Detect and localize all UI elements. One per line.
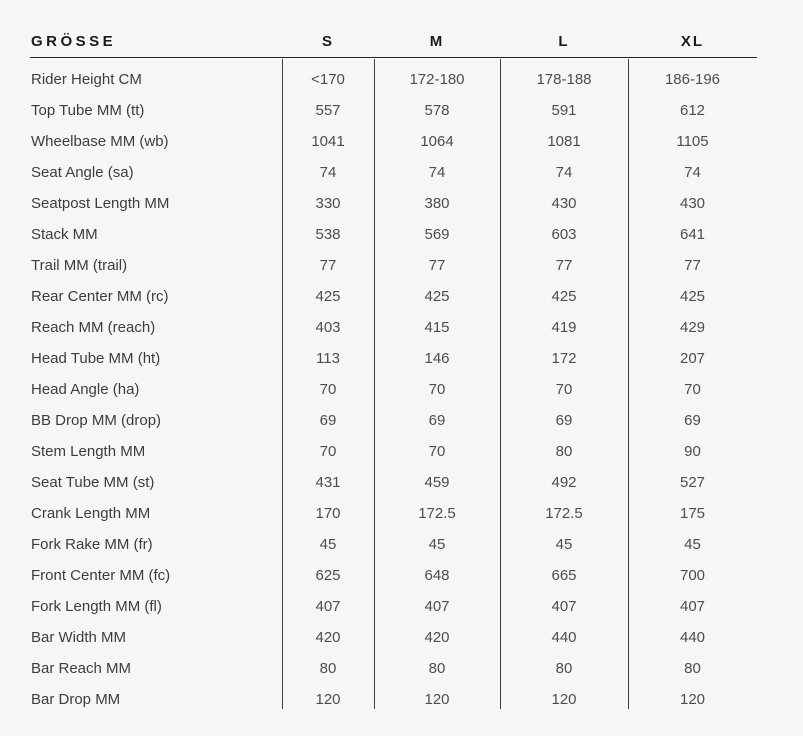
cell-m: 77 [428, 257, 446, 274]
cell-xl: 527 [679, 474, 706, 491]
cell-xl: 429 [679, 319, 706, 336]
cell-m: 459 [424, 474, 450, 491]
table-row [30, 343, 757, 374]
cell-m: 70 [428, 381, 446, 398]
table-row [30, 622, 757, 653]
row-label: Fork Rake MM (fr) [31, 536, 153, 553]
table-row [30, 281, 757, 312]
table-row [30, 374, 757, 405]
table-row [30, 498, 757, 529]
table-row [30, 157, 757, 188]
cell-s: 70 [319, 381, 337, 398]
cell-l: 80 [555, 443, 573, 460]
cell-m: 80 [428, 660, 446, 677]
cell-s: 403 [315, 319, 341, 336]
cell-m: 69 [428, 412, 446, 429]
table-row [30, 126, 757, 157]
cell-l: 603 [551, 226, 577, 243]
row-label: Rear Center MM (rc) [31, 288, 169, 305]
table-row [30, 219, 757, 250]
cell-xl: 80 [684, 660, 701, 677]
table-row [30, 529, 757, 560]
cell-s: 74 [319, 164, 337, 181]
row-label: Head Angle (ha) [31, 381, 140, 398]
cell-m: 569 [424, 226, 450, 243]
row-label: Bar Reach MM [31, 660, 132, 677]
cell-m: 120 [424, 691, 450, 708]
cell-xl: 120 [679, 691, 706, 708]
cell-xl: 77 [684, 257, 701, 274]
cell-s: 70 [319, 443, 337, 460]
cell-m: 172-180 [409, 71, 465, 88]
cell-l: 440 [551, 629, 577, 646]
cell-l: 77 [555, 257, 573, 274]
table-row [30, 436, 757, 467]
cell-l: 665 [551, 567, 577, 584]
row-label: Stem Length MM [31, 443, 146, 460]
table-row [30, 312, 757, 343]
table-row [30, 188, 757, 219]
cell-m: 45 [428, 536, 446, 553]
cell-m: 380 [424, 195, 450, 212]
row-label: Front Center MM (fc) [31, 567, 171, 584]
table-row [30, 684, 757, 715]
column-divider [282, 59, 283, 709]
cell-l: 425 [551, 288, 577, 305]
column-header-l: L [558, 32, 570, 50]
cell-s: 120 [315, 691, 341, 708]
cell-xl: 440 [679, 629, 706, 646]
cell-l: 430 [551, 195, 577, 212]
cell-l: 419 [551, 319, 577, 336]
cell-xl: 641 [679, 226, 706, 243]
row-label: BB Drop MM (drop) [31, 412, 162, 429]
row-label: Reach MM (reach) [31, 319, 156, 336]
row-label: Wheelbase MM (wb) [31, 133, 169, 150]
cell-l: 591 [551, 102, 577, 119]
cell-l: 74 [555, 164, 573, 181]
cell-xl: 186-196 [664, 71, 721, 88]
cell-l: 492 [551, 474, 577, 491]
cell-l: 178-188 [536, 71, 592, 88]
cell-l: 407 [551, 598, 577, 615]
cell-s: 170 [315, 505, 341, 522]
cell-s: 80 [319, 660, 337, 677]
table-row [30, 653, 757, 684]
cell-l: 69 [555, 412, 573, 429]
table-header-row [30, 25, 757, 58]
column-divider [628, 59, 629, 709]
cell-s: 431 [315, 474, 341, 491]
cell-s: 425 [315, 288, 341, 305]
cell-l: 45 [555, 536, 573, 553]
column-divider [374, 59, 375, 709]
cell-s: <170 [311, 71, 345, 88]
row-label: Bar Drop MM [31, 691, 121, 708]
cell-s: 113 [316, 350, 340, 367]
row-label: Fork Length MM (fl) [31, 598, 162, 615]
row-label: Bar Width MM [31, 629, 127, 646]
cell-xl: 45 [684, 536, 701, 553]
cell-xl: 430 [679, 195, 706, 212]
cell-s: 330 [315, 195, 341, 212]
cell-s: 420 [315, 629, 341, 646]
cell-l: 1081 [547, 133, 581, 150]
row-label: Head Tube MM (ht) [31, 350, 161, 367]
column-header-xl: XL [680, 32, 705, 50]
cell-xl: 207 [679, 350, 706, 367]
cell-m: 407 [424, 598, 450, 615]
cell-m: 415 [424, 319, 450, 336]
cell-m: 1064 [420, 133, 454, 150]
cell-s: 538 [315, 226, 341, 243]
cell-xl: 612 [679, 102, 706, 119]
cell-l: 172 [551, 350, 577, 367]
cell-m: 146 [424, 350, 450, 367]
cell-m: 420 [424, 629, 450, 646]
cell-xl: 407 [679, 598, 706, 615]
cell-xl: 90 [684, 443, 701, 460]
column-header-m: M [429, 32, 445, 50]
cell-xl: 425 [679, 288, 706, 305]
row-label: Top Tube MM (tt) [31, 102, 145, 119]
cell-m: 648 [424, 567, 450, 584]
cell-s: 557 [315, 102, 341, 119]
cell-xl: 1105 [676, 133, 709, 150]
cell-m: 578 [424, 102, 450, 119]
table-row [30, 405, 757, 436]
table-row [30, 95, 757, 126]
table-body [30, 58, 757, 715]
cell-s: 45 [319, 536, 337, 553]
cell-xl: 69 [684, 412, 701, 429]
table-row [30, 467, 757, 498]
row-label: Crank Length MM [31, 505, 151, 522]
cell-l: 80 [555, 660, 573, 677]
cell-xl: 74 [684, 164, 701, 181]
cell-xl: 70 [684, 381, 701, 398]
cell-l: 70 [555, 381, 573, 398]
table-row [30, 591, 757, 622]
row-label: Seat Tube MM (st) [31, 474, 155, 491]
table-row [30, 64, 757, 95]
cell-m: 70 [428, 443, 446, 460]
row-label: Seatpost Length MM [31, 195, 170, 212]
cell-xl: 175 [679, 505, 706, 522]
table-row [30, 560, 757, 591]
column-header-s: S [321, 32, 334, 50]
cell-xl: 700 [679, 567, 706, 584]
cell-s: 625 [315, 567, 341, 584]
size-table-title: GRÖSSE [31, 32, 117, 50]
cell-s: 1041 [311, 133, 345, 150]
row-label: Stack MM [31, 226, 98, 243]
cell-m: 425 [424, 288, 450, 305]
table-row [30, 250, 757, 281]
row-label: Seat Angle (sa) [31, 164, 134, 181]
geometry-size-table [30, 25, 757, 715]
cell-m: 172.5 [418, 505, 456, 522]
row-label: Rider Height CM [31, 71, 142, 88]
cell-s: 77 [319, 257, 337, 274]
cell-m: 74 [428, 164, 446, 181]
cell-l: 172.5 [545, 505, 583, 522]
cell-l: 120 [551, 691, 577, 708]
column-divider [500, 59, 501, 709]
cell-s: 407 [315, 598, 341, 615]
row-label: Trail MM (trail) [31, 257, 128, 274]
cell-s: 69 [319, 412, 337, 429]
